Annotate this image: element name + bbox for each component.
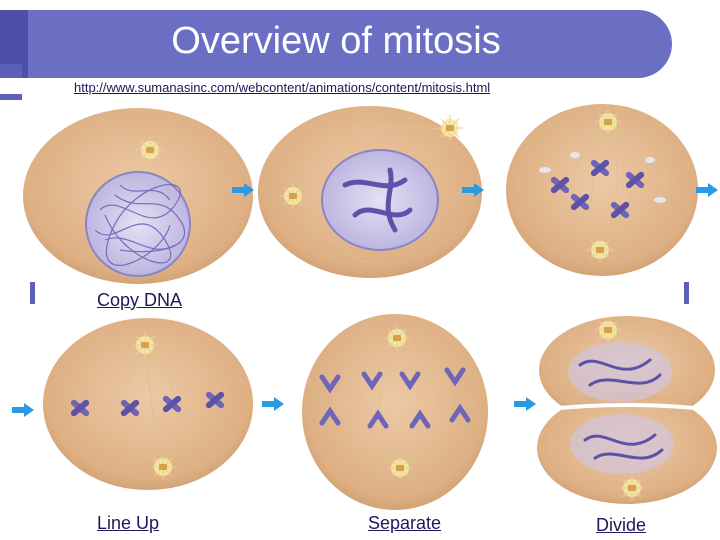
cell-prometaphase bbox=[506, 104, 698, 276]
cell-telophase bbox=[537, 316, 717, 504]
source-link[interactable]: http://www.sumanasinc.com/webcontent/animations/content/mitosis.html bbox=[74, 80, 491, 95]
arrow-icon-6 bbox=[514, 397, 536, 411]
arrow-icon-3 bbox=[696, 183, 718, 197]
slide-title: Overview of mitosis bbox=[171, 20, 501, 62]
cell-interphase bbox=[23, 108, 253, 284]
arrow-icon-4 bbox=[12, 403, 34, 417]
label-line-up: Line Up bbox=[97, 513, 160, 533]
arrow-icon-5 bbox=[262, 397, 284, 411]
label-divide: Divide bbox=[596, 515, 647, 535]
cell-anaphase bbox=[302, 314, 488, 510]
cell-metaphase bbox=[43, 318, 253, 490]
label-separate: Separate bbox=[368, 513, 442, 533]
cell-prophase bbox=[258, 106, 482, 278]
label-copy-dna: Copy DNA bbox=[97, 290, 183, 310]
